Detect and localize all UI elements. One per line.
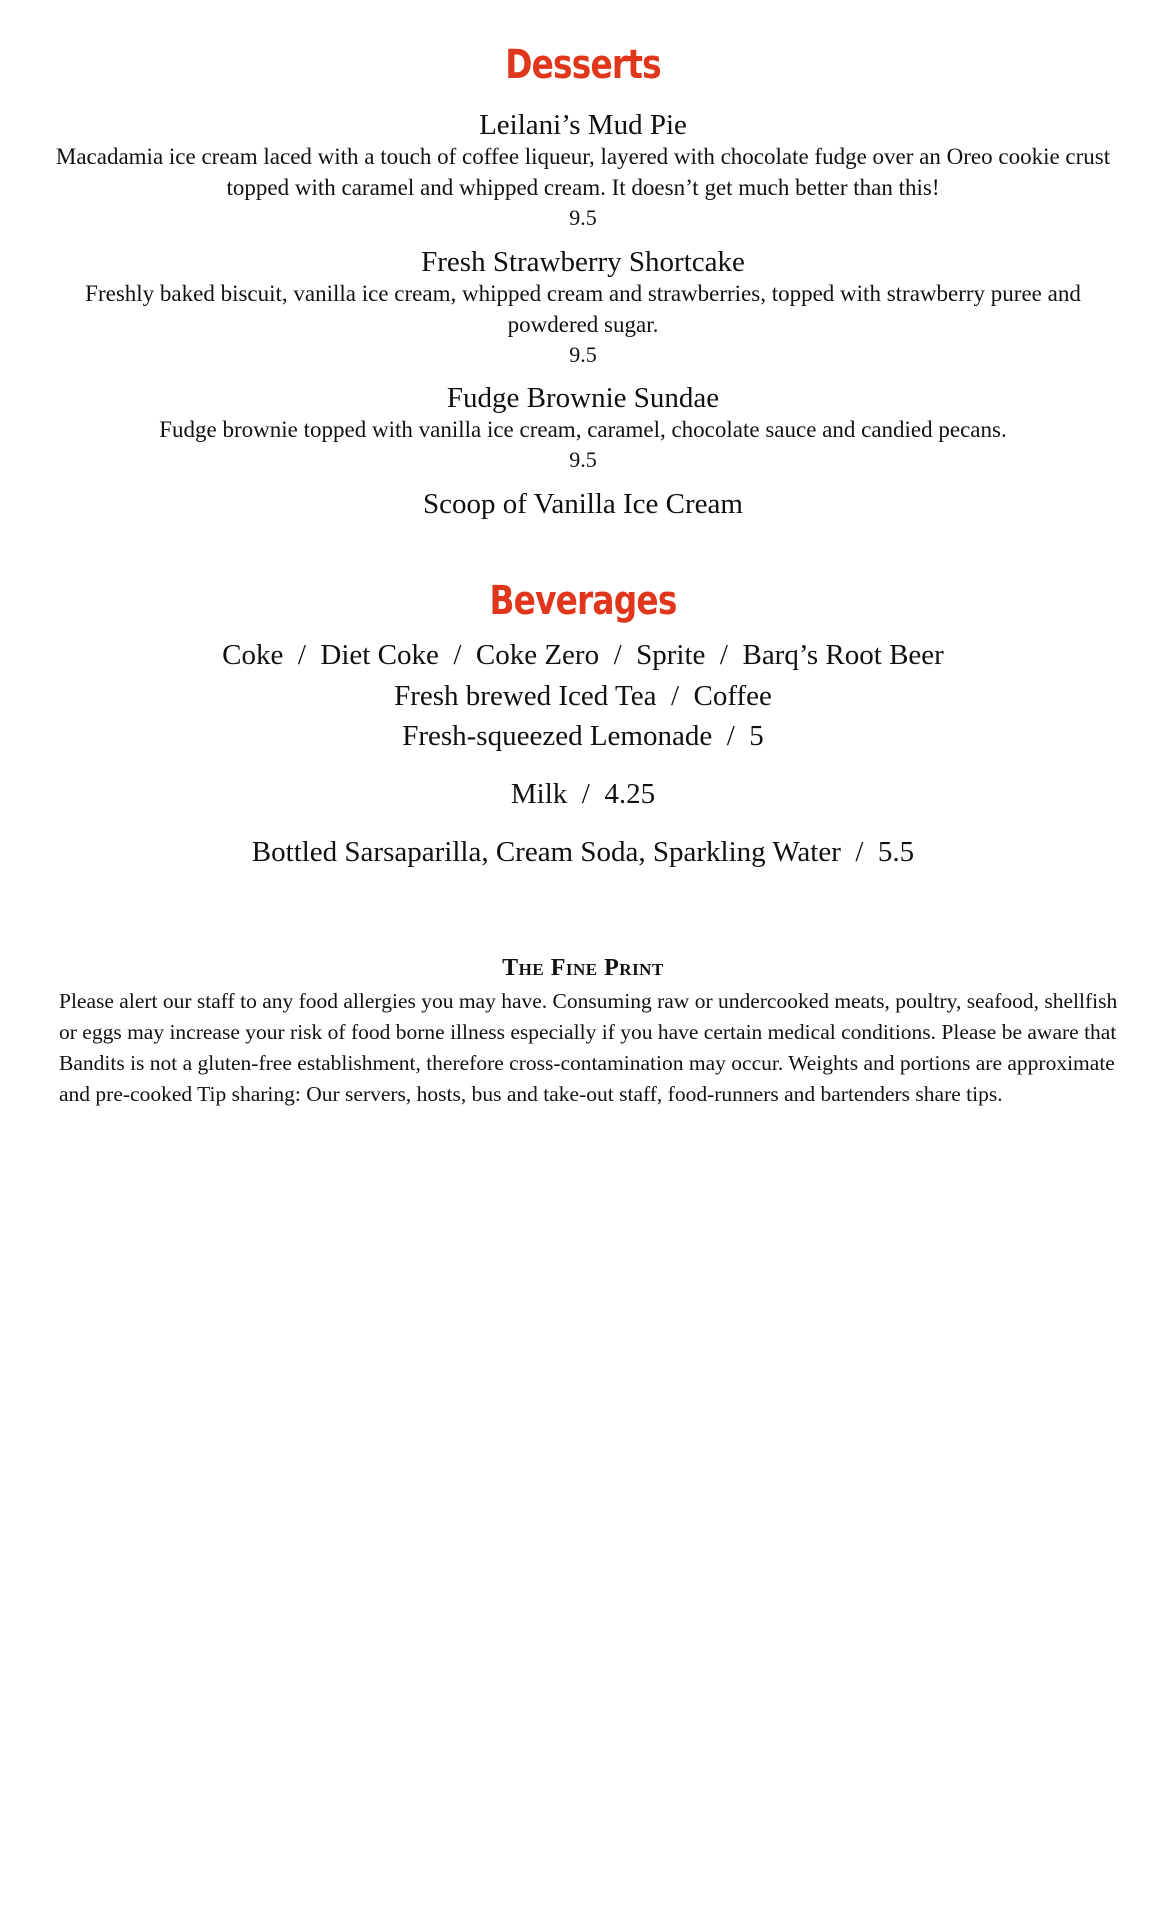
dessert-item-price: 9.5 (569, 205, 597, 230)
dessert-item-name: Leilani’s Mud Pie (479, 109, 687, 141)
beverage-line: Fresh-squeezed Lemonade / 5 (402, 720, 764, 752)
beverage-line: Fresh brewed Iced Tea / Coffee (394, 680, 772, 712)
beverage-line: Milk / 4.25 (510, 778, 656, 810)
dessert-item-name: Scoop of Vanilla Ice Cream (423, 488, 743, 520)
desserts-heading: Desserts (505, 42, 661, 88)
fine-print-text: Please alert our staff to any food allergies you may have. Consuming raw or undercooked meats, poultry, seafood, shellfish or eggs may increase your risk of food borne illness especially if you have certain medical conditions. Please be aware that Bandits is not a gluten-free establishment, therefore cross-contamination may occur. Weights and portions are approximate and pre-cooked Tip sharing: Our servers, hosts, bus and take-out staff, food-runners and bartenders share tips. (59, 989, 1118, 1106)
dessert-item-price: 9.5 (569, 447, 597, 472)
beverage-line: Coke / Diet Coke / Coke Zero / Sprite / Barq’s Root Beer (222, 639, 944, 671)
dessert-item-name: Fresh Strawberry Shortcake (421, 246, 745, 278)
dessert-item-description: Fudge brownie topped with vanilla ice cream, caramel, chocolate sauce and candied pecans. (159, 417, 1007, 442)
beverages-heading: Beverages (489, 578, 677, 624)
dessert-item-description: Macadamia ice cream laced with a touch of coffee liqueur, layered with chocolate fudge over an Oreo cookie crust topped with caramel and whipped cream. It doesn’t get much better than this! (55, 144, 1111, 200)
fine-print-title: The Fine Print (502, 955, 664, 981)
dessert-item-price: 9.5 (569, 342, 597, 367)
dessert-item-name: Fudge Brownie Sundae (446, 382, 720, 414)
beverage-line: Bottled Sarsaparilla, Cream Soda, Sparkling Water / 5.5 (251, 836, 915, 868)
dessert-item-description: Freshly baked biscuit, vanilla ice cream, whipped cream and strawberries, topped with strawberry puree and powdered sugar. (85, 281, 1081, 337)
